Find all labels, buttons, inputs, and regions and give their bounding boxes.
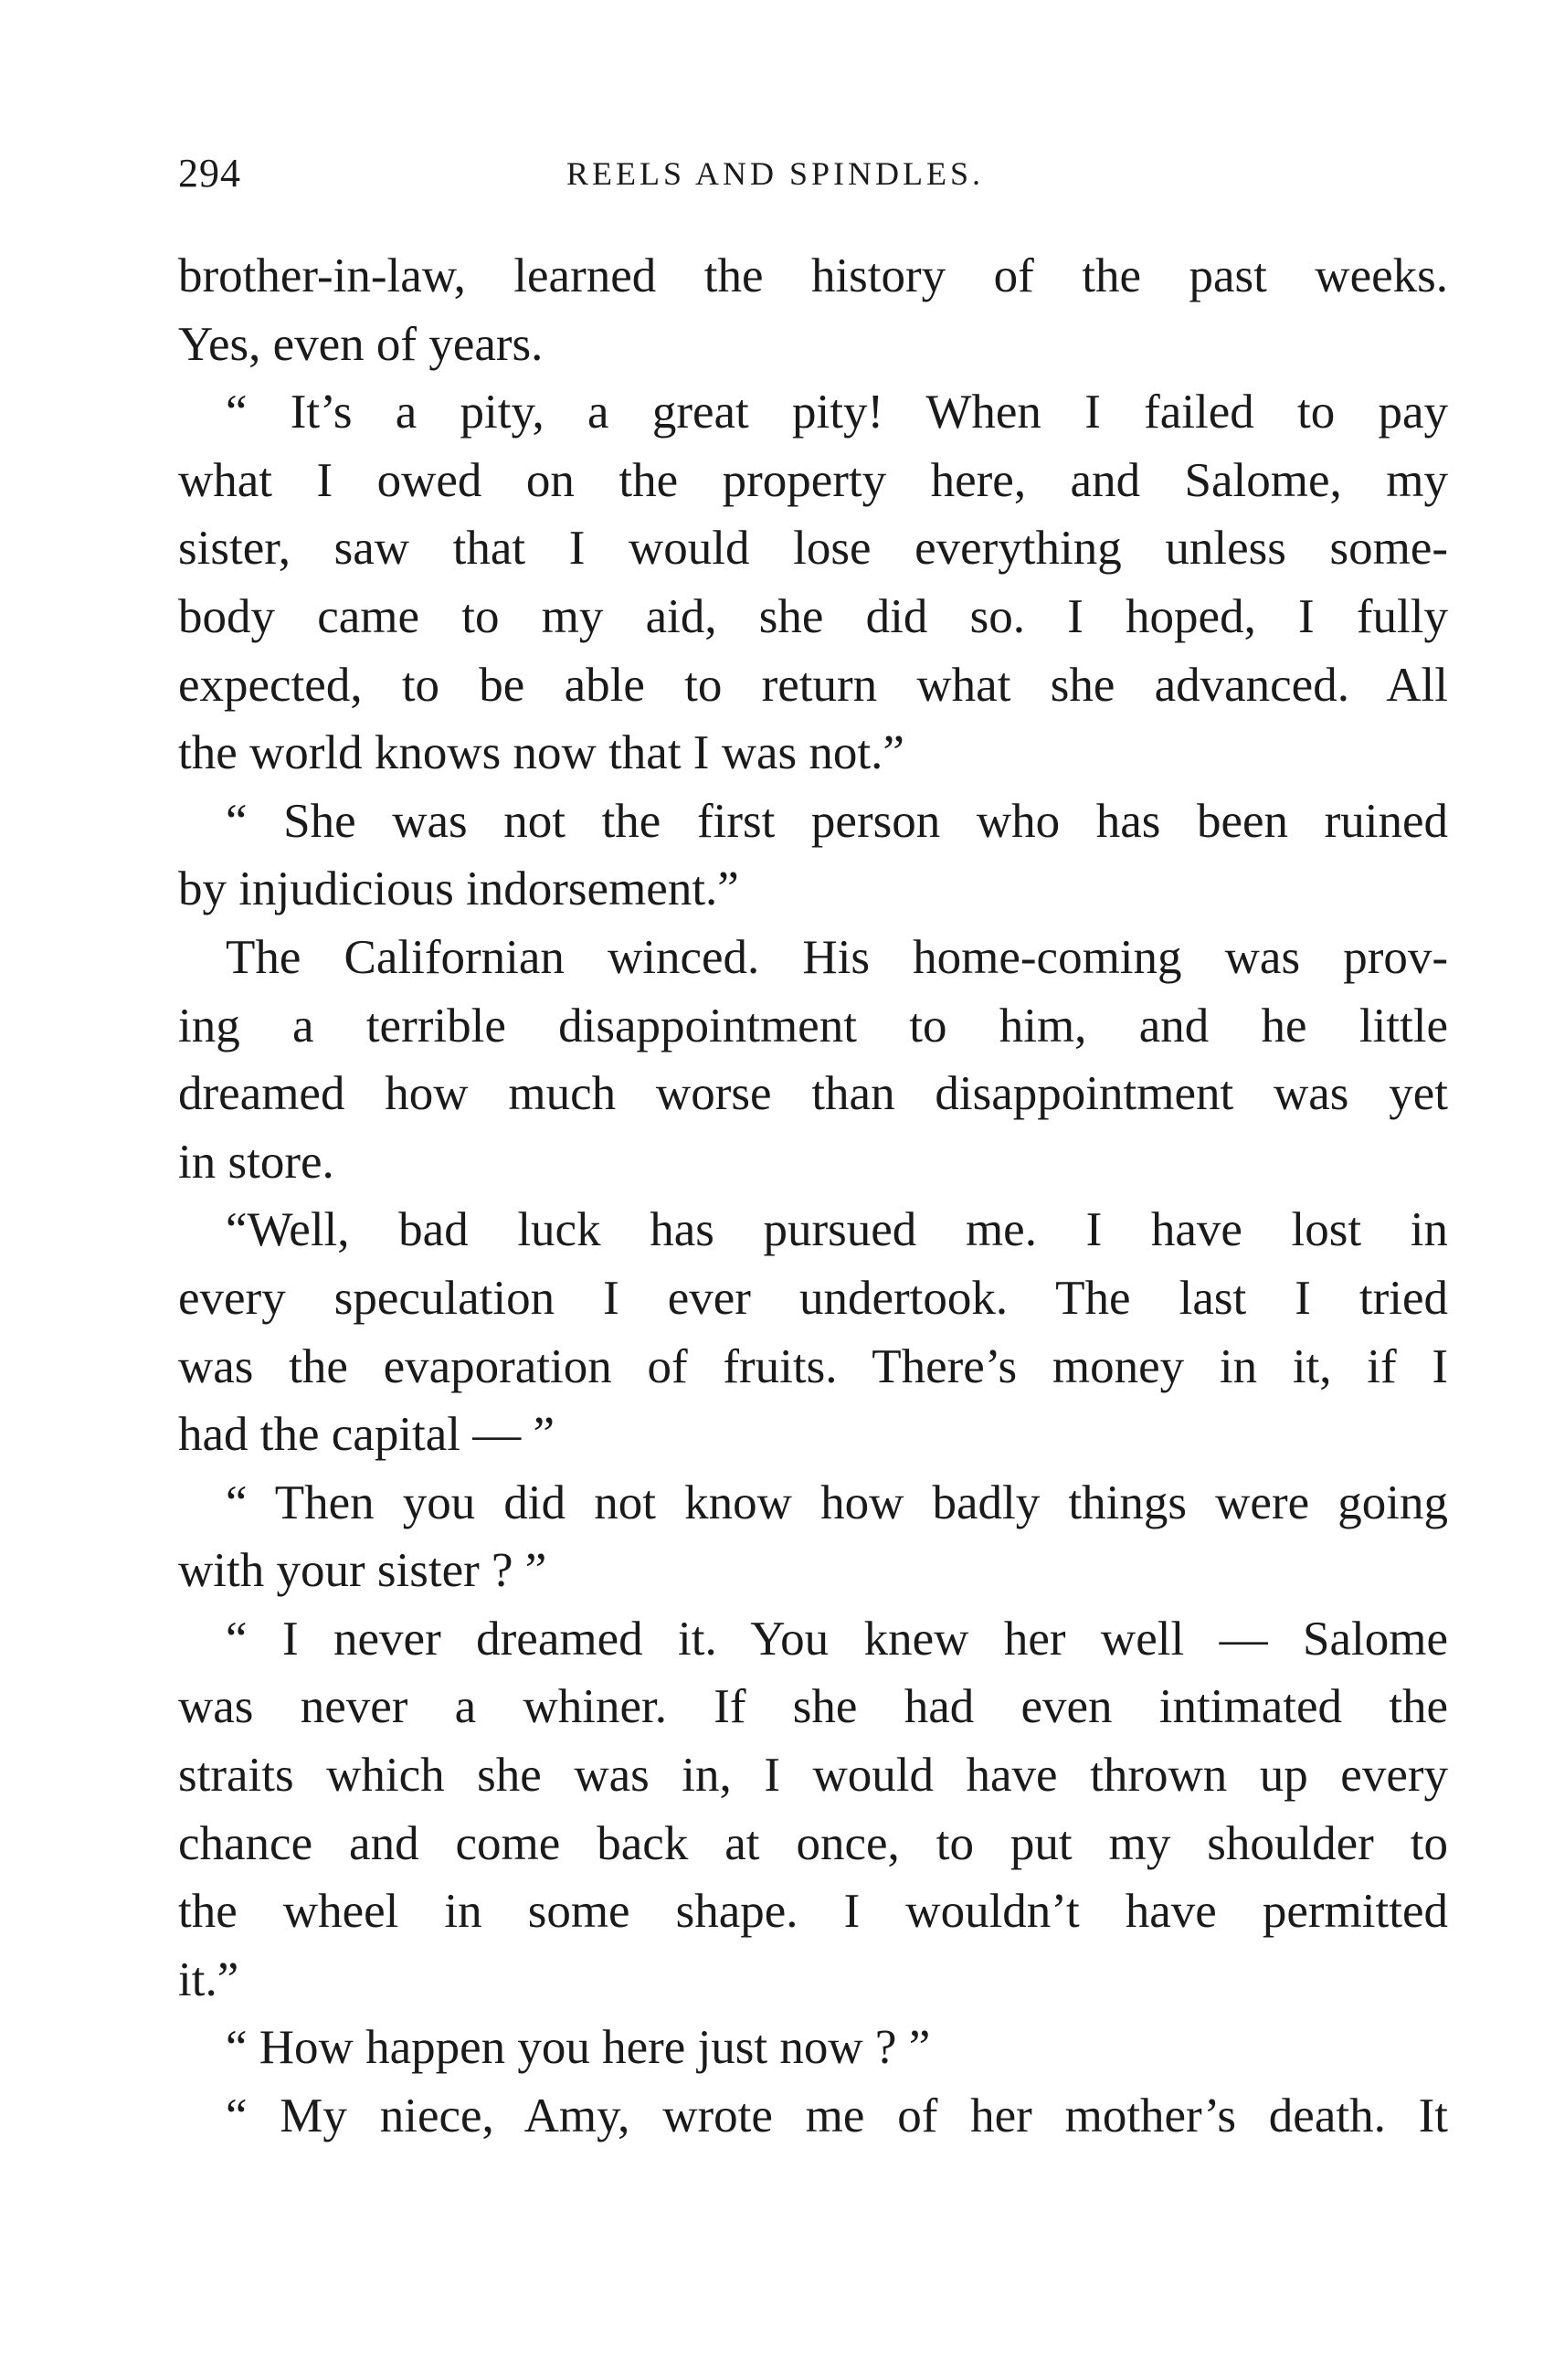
text-line: “Well, bad luck has pursued me. I have lost in (226, 1203, 1448, 1257)
text-line: dreamed how much worse than disappointment was yet (178, 1067, 1448, 1121)
text-line: the wheel in some shape. I wouldn’t have permitted (178, 1885, 1448, 1939)
text-line: by injudicious indorsement.” (178, 862, 739, 916)
text-line: ing a terrible disappointment to him, and he little (178, 999, 1448, 1052)
text-line: “ I never dreamed it. You knew her well — Salome (226, 1612, 1448, 1666)
text-line: “ She was not the first person who has been ruined (226, 794, 1448, 848)
text-line: “ It’s a pity, a great pity! When I failed to pay (226, 386, 1448, 439)
text-line: brother-in-law, learned the history of the past weeks. (178, 249, 1448, 302)
text-line: “ My niece, Amy, wrote me of her mother’s death. It (226, 2089, 1448, 2143)
text-line: “ Then you did not know how badly things were going (226, 1476, 1448, 1529)
text-line: The Californian winced. His home-coming was prov- (226, 930, 1448, 984)
text-line: the world knows now that I was not.” (178, 726, 904, 780)
text-line: with your sister ? ” (178, 1544, 547, 1598)
body-text (178, 242, 1448, 2151)
text-line: was the evaporation of fruits. There’s money in it, if I (178, 1339, 1448, 1393)
text-line: in store. (178, 1135, 334, 1189)
text-line: it.” (178, 1952, 239, 2006)
page-number: 294 (178, 151, 241, 196)
text-line: straits which she was in, I would have thrown up every (178, 1749, 1448, 1803)
text-line: Yes, even of years. (178, 317, 544, 371)
text-line: expected, to be able to return what she advanced. All (178, 658, 1448, 712)
text-line: “ How happen you here just now ? ” (226, 2021, 931, 2075)
running-head: REELS AND SPINDLES. (566, 155, 985, 192)
page-header (174, 146, 1453, 201)
text-line: was never a whiner. If she had even intimated the (178, 1680, 1448, 1734)
text-line: body came to my aid, she did so. I hoped, I fully (178, 589, 1448, 643)
text-line: every speculation I ever undertook. The last I tried (178, 1271, 1448, 1325)
text-line: sister, saw that I would lose everything unless some- (178, 522, 1448, 576)
text-line: chance and come back at once, to put my shoulder to (178, 1816, 1448, 1870)
text-line: what I owed on the property here, and Salome, my (178, 453, 1448, 507)
text-line: had the capital — ” (178, 1408, 555, 1462)
